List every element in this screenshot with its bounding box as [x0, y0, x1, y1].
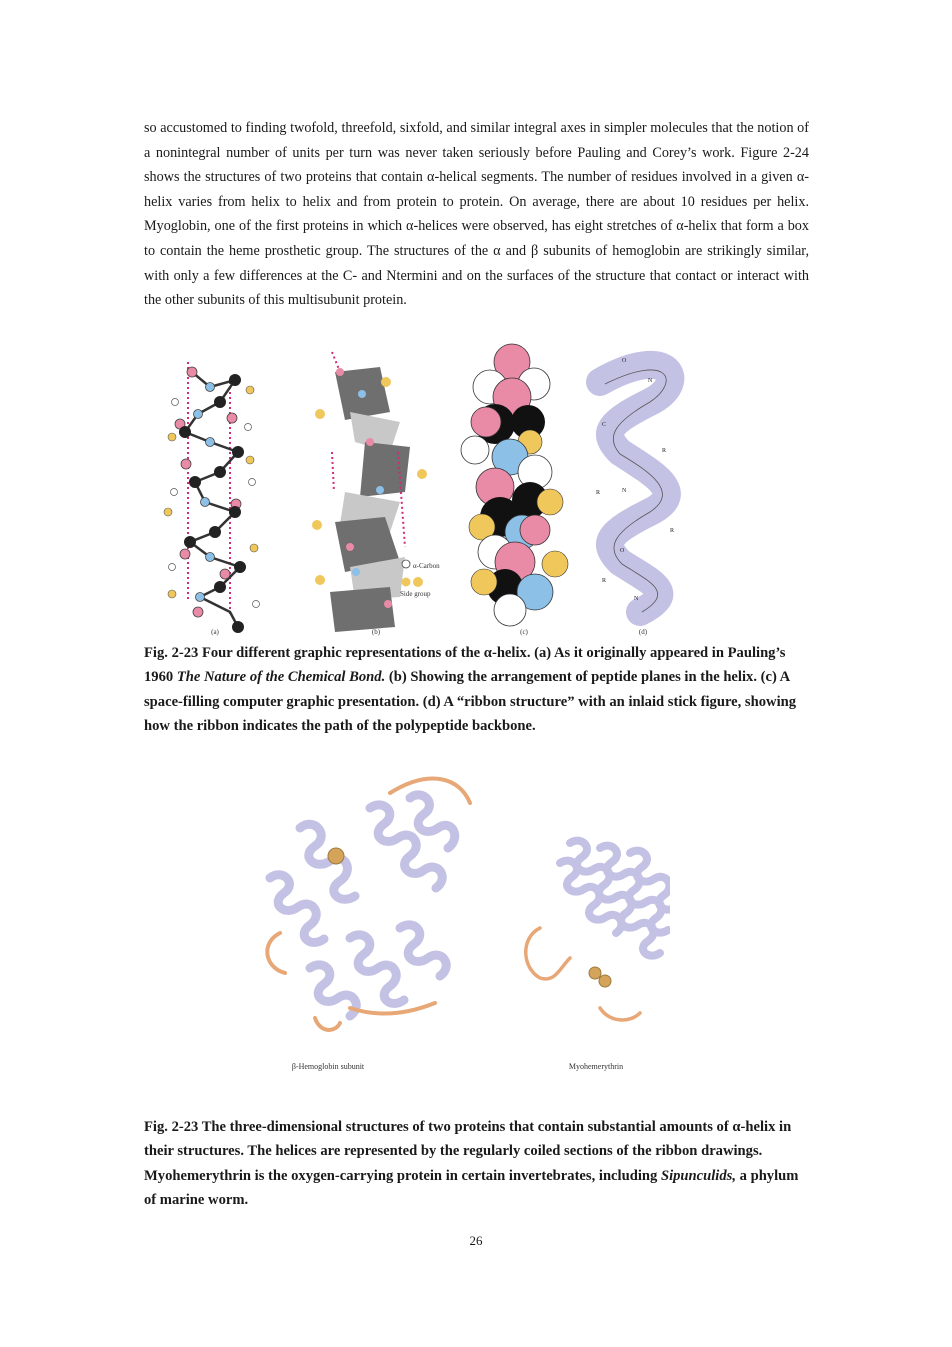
protein-ribbons-figure [240, 768, 670, 1078]
side-group-legend: Side group [400, 590, 431, 598]
protein-ribbon-illustrations [240, 768, 670, 1078]
atom-label-n: N [648, 378, 653, 384]
caption-2-text-continued: a phylum of marine worm. [144, 1167, 799, 1208]
panel-label-b: (b) [371, 628, 381, 636]
figure-caption-2 [144, 1115, 809, 1212]
atom-label-o: O [620, 548, 625, 554]
myohemerythrin-ribbon [526, 841, 670, 1020]
atom-label-c: C [602, 422, 607, 428]
body-paragraph: so accustomed to finding twofold, threefold, sixfold, and similar integral axes in simpler molecules that the notion of a nonintegral number of units per turn was never taken seriously before Pauling and Corey’s work. Figure 2-24 shows the structures of two proteins that contain α-helical segments. The number of residues involved in a given α-helix varies from helix to helix and from protein to protein. On average, there are about 10 residues per helix. Myoglobin, one of the first proteins in which α-helices were observed, has eight stretches of α-helix that form a box to contain the heme prosthetic group. The structures of the α and β subunits of hemoglobin are strikingly similar, with only a few differences at the C- and Ntermini and on the surfaces of the structure that contact or interact with the other subunits of this multisubunit protein. [144, 120, 809, 309]
alpha-helix-illustrations [150, 342, 690, 640]
panel-c-space-filling [461, 344, 568, 626]
alpha-helix-figure [150, 342, 690, 640]
panel-label-a: (a) [211, 628, 219, 636]
atom-label-n: N [622, 488, 627, 494]
beta-hemoglobin-ribbon [267, 779, 470, 1030]
caption-1-text: Fig. 2-23 Four different graphic representations of the α-helix. (a) As it originally appeared in Pauling’s 1960 [144, 645, 786, 686]
atom-label-r: R [662, 448, 667, 454]
atom-label-r: R [602, 578, 607, 584]
panel-a-ball-and-stick [164, 362, 260, 633]
caption-2-text: Fig. 2-23 The three-dimensional structures of two proteins that contain substantial amounts of α-helix in their structures. The helices are represented by the regularly coiled sections of the ribbon drawings. Myohemerythrin is the oxygen-carrying protein in certain invertebrates, including [144, 1119, 792, 1184]
atom-label-r: R [670, 528, 675, 534]
figure-caption-1 [144, 641, 809, 738]
page-number: 26 [469, 1233, 483, 1248]
caption-1-text-continued: (b) Showing the arrangement of peptide planes in the helix. (c) A space-filling computer graphic presentation. (d) A “ribbon structure” with an inlaid stick figure, showing how the ribbon indicates the path of the polypeptide backbone. [144, 669, 797, 734]
beta-hemoglobin-label: β-Hemoglobin subunit [291, 1062, 365, 1071]
panel-label-c: (c) [520, 628, 528, 636]
caption-1-book-title: The Nature of the Chemical Bond. [176, 669, 386, 686]
atom-label-n: N [634, 596, 639, 602]
myohemerythrin-label: Myohemerythrin [568, 1062, 624, 1071]
atom-label-r: R [596, 490, 601, 496]
panel-b-peptide-planes [312, 352, 440, 632]
atom-label-o: O [622, 358, 627, 364]
alpha-carbon-legend: α-Carbon [413, 562, 440, 570]
caption-2-species: Sipunculids, [660, 1167, 736, 1184]
panel-d-ribbon [596, 358, 674, 612]
panel-label-d: (d) [638, 628, 648, 636]
